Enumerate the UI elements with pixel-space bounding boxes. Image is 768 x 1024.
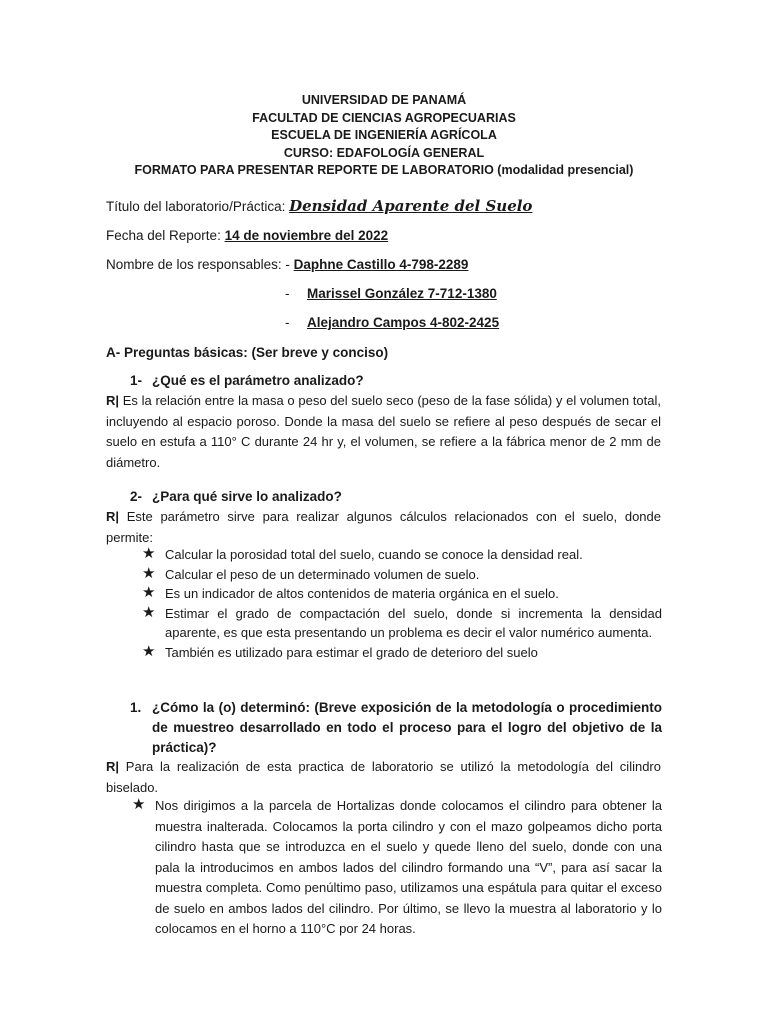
title-value: Densidad Aparente del Suelo [289, 197, 533, 215]
question-3-text: ¿Cómo la (o) determinó: (Breve exposición de la metodología o procedimiento de muestreo desarrollado en todo el proceso para el logro del objetivo de la práctica)? [152, 700, 662, 755]
responsable-3: Alejandro Campos 4-802-2425 [307, 315, 500, 330]
list-item [142, 604, 662, 643]
list-item [142, 584, 662, 604]
star-icon: ★ [142, 603, 156, 621]
responsable-row-3 [285, 315, 499, 330]
answer-label: R| [106, 393, 120, 408]
title-label: Título del laboratorio/Práctica: [106, 199, 290, 214]
answer-2-text: Este parámetro sirve para realizar algunos cálculos relacionados con el suelo, donde permite: [106, 509, 661, 545]
date-value: 14 de noviembre del 2022 [224, 228, 389, 243]
answer-2 [106, 507, 661, 548]
header-faculty: FACULTAD DE CIENCIAS AGROPECUARIAS [252, 110, 516, 125]
answer-1-text: Es la relación entre la masa o peso del suelo seco (peso de la fase sólida) y el volumen total, incluyendo al espacio poroso. Donde la masa del suelo se refiere al peso después de secar el suelo en estufa a 110° C durante 24 hr y, el volumen, se refiere a la fábrica menor de 2 mm de diámetro. [106, 393, 661, 470]
list-item-text: Nos dirigimos a la parcela de Hortalizas donde colocamos el cilindro para obtener la muestra inalterada. Colocamos la porta cilindro y con el mazo golpeamos dicho porta cilindro hasta que se introduzca en el suelo y quede lleno del suelo, donde con una pala la introducimos en ambos lados del cilindro formando una “V”, para así sacar la muestra completa. Como penúltimo paso, utilizamos una espátula para quitar el exceso de suelo en ambos lados del cilindro. Por último, se llevo la muestra al laboratorio y lo colocamos en el horno a 110°C por 24 horas. [155, 798, 662, 936]
list-item [142, 643, 662, 663]
question-3-number: 1. [130, 700, 142, 715]
header-format-modality: (modalidad presencial) [493, 163, 634, 177]
star-icon: ★ [142, 642, 156, 660]
question-1-number: 1- [130, 373, 143, 388]
answer-3-text: Para la realización de esta practica de laboratorio se utilizó la metodología del cilindro biselado. [106, 759, 661, 795]
responsables-row [106, 257, 468, 272]
star-icon: ★ [142, 584, 156, 601]
procedure-bullet-list [132, 796, 662, 940]
star-icon: ★ [142, 545, 156, 562]
dash-marker: - [285, 286, 290, 301]
list-item-text: Es un indicador de altos contenidos de materia orgánica en el suelo. [165, 586, 559, 601]
star-icon: ★ [132, 796, 146, 813]
date-row [106, 228, 388, 243]
section-a-title: A- Preguntas básicas: (Ser breve y conciso) [106, 345, 389, 360]
question-2-number: 2- [130, 489, 143, 504]
header-format-bold: FORMATO PARA PRESENTAR REPORTE DE LABORATORIO [134, 163, 494, 177]
responsable-row-2 [285, 286, 497, 301]
responsable-1: Daphne Castillo 4-798-2289 [293, 257, 469, 272]
list-item-text: Estimar el grado de compactación del suelo, donde si incrementa la densidad aparente, es que esta presentando un problema es decir el valor numérico aumenta. [165, 605, 662, 640]
header-format [0, 162, 768, 180]
list-item-text: Calcular el peso de un determinado volumen de suelo. [165, 566, 480, 582]
document-header [0, 92, 768, 180]
title-row [106, 197, 532, 215]
date-label: Fecha del Reporte: [106, 228, 225, 243]
question-2-text: ¿Para qué sirve lo analizado? [152, 489, 342, 504]
uses-bullet-list [142, 545, 662, 662]
star-icon: ★ [142, 564, 156, 582]
list-item [142, 545, 662, 565]
answer-1 [106, 391, 661, 473]
header-school: ESCUELA DE INGENIERÍA AGRÍCOLA [271, 128, 497, 142]
question-1 [130, 373, 364, 388]
answer-label: R| [106, 759, 120, 774]
header-course: CURSO: EDAFOLOGÍA GENERAL [283, 145, 485, 160]
responsables-label: Nombre de los responsables: - [106, 257, 294, 272]
question-3 [130, 698, 662, 758]
list-item [132, 796, 662, 940]
header-university: UNIVERSIDAD DE PANAMÁ [301, 93, 467, 107]
list-item-text: Calcular la porosidad total del suelo, cuando se conoce la densidad real. [165, 547, 583, 562]
dash-marker: - [285, 315, 290, 330]
answer-label: R| [106, 509, 120, 524]
list-item [142, 565, 662, 585]
question-1-text: ¿Qué es el parámetro analizado? [152, 373, 364, 388]
list-item-text: También es utilizado para estimar el grado de deterioro del suelo [165, 644, 538, 660]
answer-3 [106, 757, 661, 798]
question-2 [130, 489, 342, 504]
responsable-2: Marissel González 7-712-1380 [307, 286, 497, 301]
